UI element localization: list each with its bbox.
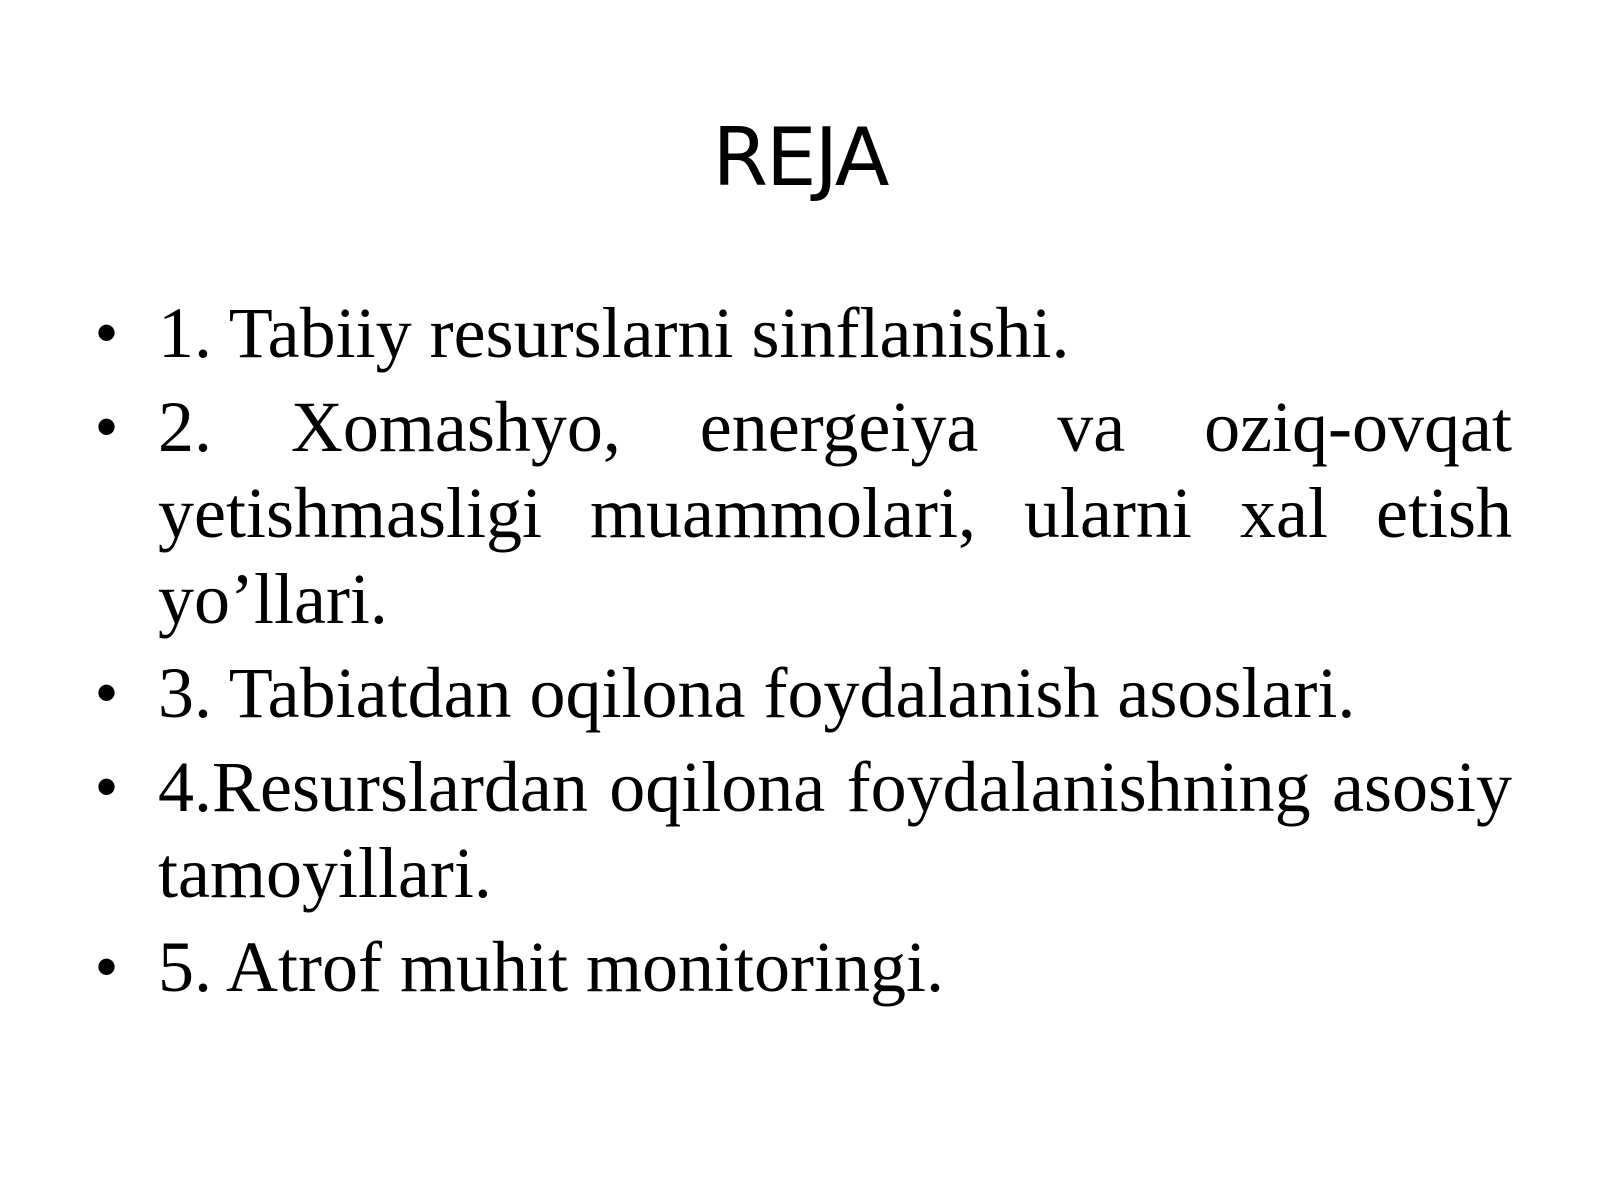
bullet-icon: • xyxy=(96,299,118,366)
bullet-icon: • xyxy=(96,933,118,1000)
plan-list xyxy=(96,290,1512,1018)
bullet-icon: • xyxy=(96,659,118,726)
list-item-text: 5. Atrof muhit monitoringi. xyxy=(158,927,944,1007)
list-item xyxy=(96,650,1512,736)
bullet-icon: • xyxy=(96,753,118,820)
list-item xyxy=(96,744,1512,916)
list-item-text: 4.Resurslardan oqilona foydalanishning asosiy tamoyillari. xyxy=(158,747,1512,913)
list-item xyxy=(96,290,1512,376)
list-item xyxy=(96,384,1512,642)
list-item-text: 1. Tabiiy resurslarni sinflanishi. xyxy=(158,293,1070,373)
list-item-text: 3. Tabiatdan oqilona foydalanish asoslari. xyxy=(158,653,1356,733)
list-item xyxy=(96,924,1512,1010)
slide-title: REJA xyxy=(712,111,888,204)
bullet-icon: • xyxy=(96,393,118,460)
list-item-text: 2. Xomashyo, energeiya va oziq-ovqat yetishmasligi muammolari, ularni xal etish yo’llari. xyxy=(158,387,1512,639)
